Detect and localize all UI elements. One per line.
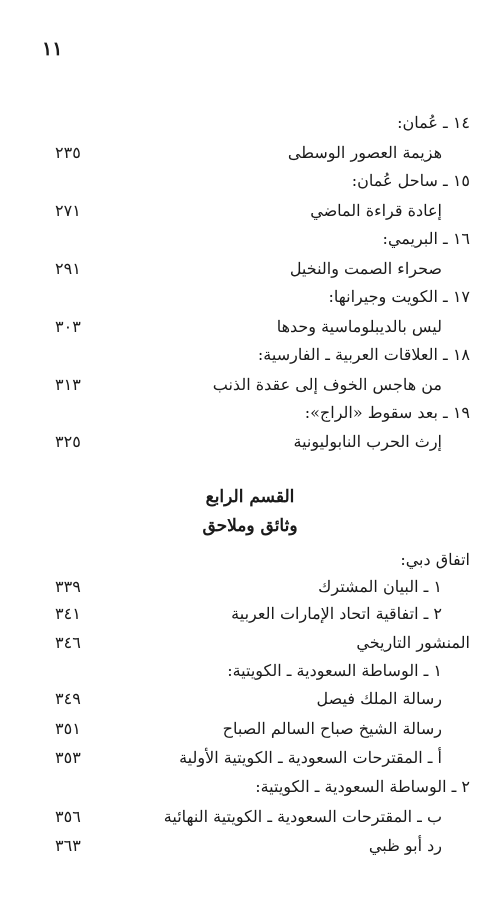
- toc-entry-page: ٣٤٦: [55, 633, 81, 652]
- toc-entry-title: ١٤ ـ عُمان:: [397, 113, 470, 132]
- toc-entry: [55, 110, 470, 136]
- section-subtitle: وثائق وملاحق: [202, 516, 298, 536]
- toc-entry: [55, 574, 470, 600]
- toc-entry-title: إعادة قراءة الماضي: [310, 201, 442, 220]
- toc-entry: [55, 429, 470, 455]
- toc-entry-title: ليس بالديبلوماسية وحدها: [276, 317, 442, 336]
- toc-entry-page: ٣٤٩: [55, 689, 81, 708]
- toc-entry-title: هزيمة العصور الوسطى: [287, 143, 442, 162]
- toc-entry-title: ١ ـ الوساطة السعودية ـ الكويتية:: [227, 661, 442, 680]
- toc-entry-title: ٢ ـ الوساطة السعودية ـ الكويتية:: [255, 777, 470, 796]
- toc-entry: [55, 140, 470, 166]
- toc-entry-page: ٣٥٦: [55, 807, 81, 826]
- toc-entry-page: ٣٦٣: [55, 836, 81, 855]
- toc-entry-page: ٣٣٩: [55, 577, 81, 596]
- toc-entry-title: ب ـ المقترحات السعودية ـ الكويتية النهائية: [163, 807, 442, 826]
- toc-entry-title: إرث الحرب النابوليونية: [293, 432, 442, 451]
- section-title: القسم الرابع: [205, 487, 295, 507]
- toc-entry-title: صحراء الصمت والنخيل: [289, 259, 442, 278]
- toc-entry: [55, 833, 470, 859]
- toc-entry-title: من هاجس الخوف إلى عقدة الذنب: [212, 375, 442, 394]
- toc-entry: [55, 226, 470, 252]
- toc-entry-title: ١ ـ البيان المشترك: [318, 577, 442, 596]
- toc-entry: [55, 630, 470, 656]
- toc-entry-page: ٣٠٣: [55, 317, 81, 336]
- toc-entry-title: رسالة الشيخ صباح السالم الصباح: [222, 719, 442, 738]
- page-number: ١١: [42, 38, 63, 60]
- toc-entry: [55, 342, 470, 368]
- toc-entry-page: ٣٤١: [55, 604, 81, 623]
- toc-entry: [55, 314, 470, 340]
- toc-entry: [55, 716, 470, 742]
- toc-entry: [55, 256, 470, 282]
- toc-entry-page: ٣٢٥: [55, 432, 81, 451]
- toc-entry-title: المنشور التاريخي: [356, 633, 470, 652]
- toc-entry: [55, 168, 470, 194]
- toc-entry-title: ١٥ ـ ساحل عُمان:: [351, 171, 470, 190]
- toc-entry: [55, 284, 470, 310]
- toc-entry: [55, 804, 470, 830]
- toc-entry: [55, 745, 470, 771]
- toc-entry-title: أ ـ المقترحات السعودية ـ الكويتية الأولية: [179, 748, 442, 767]
- toc-entry: [55, 658, 470, 684]
- toc-entry-title: ١٧ ـ الكويت وجيرانها:: [328, 287, 470, 306]
- toc-entry: [55, 372, 470, 398]
- toc-entry-title: ٢ ـ اتفاقية اتحاد الإمارات العربية: [231, 604, 442, 623]
- toc-entry: [55, 400, 470, 426]
- toc-entry-page: ٣١٣: [55, 375, 81, 394]
- toc-entry-title: ١٨ ـ العلاقات العربية ـ الفارسية:: [257, 345, 470, 364]
- toc-entry-page: ٣٥٣: [55, 748, 81, 767]
- toc-entry: [55, 686, 470, 712]
- toc-entry-page: ٢٧١: [55, 201, 81, 220]
- toc-entry-page: ٣٥١: [55, 719, 81, 738]
- toc-entry-title: رد أبو ظبي: [368, 836, 442, 855]
- toc-entry-title: اتفاق دبي:: [400, 550, 470, 569]
- toc-entry-title: ١٦ ـ البريمي:: [382, 229, 470, 248]
- toc-entry-page: ٢٣٥: [55, 143, 81, 162]
- toc-entry: [55, 198, 470, 224]
- toc-entry: [55, 774, 470, 800]
- toc-entry-title: ١٩ ـ بعد سقوط «الراج»:: [304, 403, 470, 422]
- toc-entry: [55, 601, 470, 627]
- toc-entry-title: رسالة الملك فيصل: [316, 689, 442, 708]
- toc-entry: [55, 547, 470, 573]
- toc-entry-page: ٢٩١: [55, 259, 81, 278]
